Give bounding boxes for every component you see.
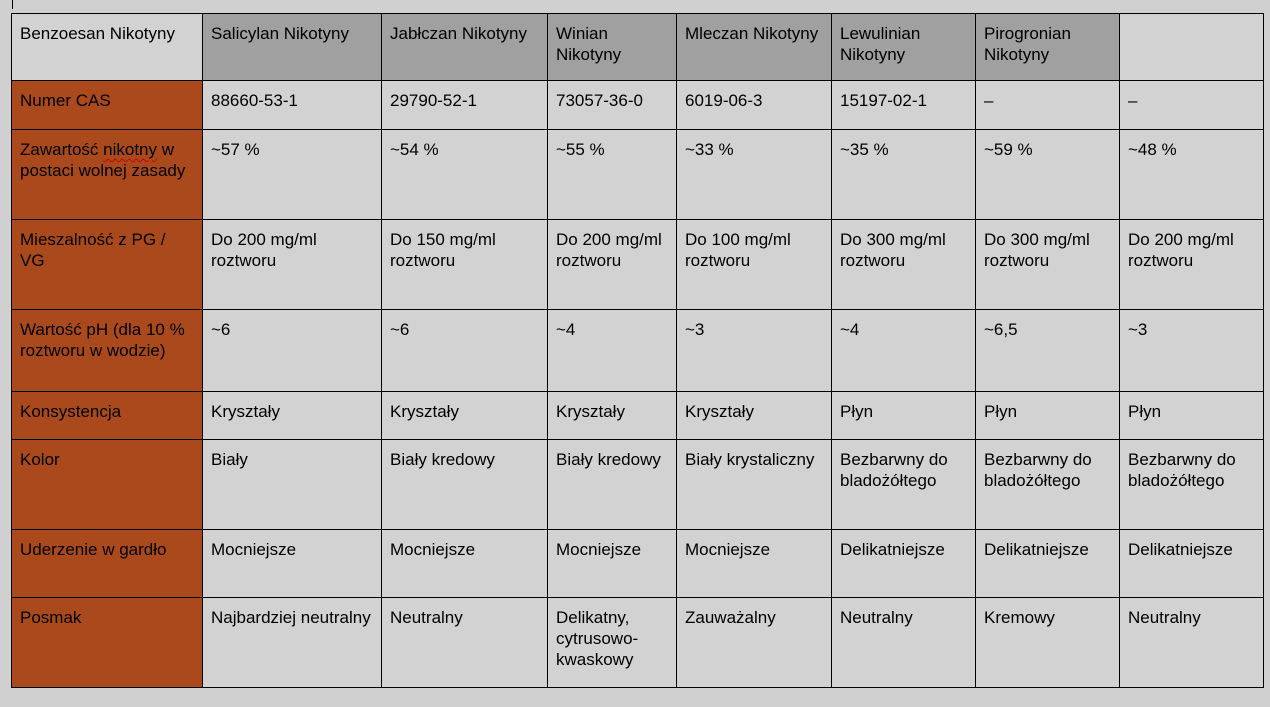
row-label-cell[interactable]: Uderzenie w gardło (12, 530, 203, 598)
table-cell[interactable]: Delikatny, cytrusowo-kwaskowy (548, 598, 677, 688)
table-cell[interactable]: Do 300 mg/ml roztworu (832, 220, 976, 310)
header-cell[interactable]: Benzoesan Nikotyny (12, 14, 203, 81)
header-cell[interactable]: Mleczan Nikotyny (677, 14, 832, 81)
table-row (12, 392, 1264, 440)
table-cell[interactable]: Do 200 mg/ml roztworu (548, 220, 677, 310)
table-cell[interactable]: ~57 % (203, 130, 382, 220)
misspelled-word: nikotny (103, 140, 158, 159)
table-cell[interactable]: Neutralny (832, 598, 976, 688)
table-cell[interactable]: Neutralny (382, 598, 548, 688)
table-cell[interactable]: Kremowy (976, 598, 1120, 688)
table-cell[interactable]: ~6 (203, 310, 382, 392)
row-label-cell[interactable]: Mieszalność z PG / VG (12, 220, 203, 310)
table-cell[interactable]: Do 150 mg/ml roztworu (382, 220, 548, 310)
table-cell[interactable]: Mocniejsze (203, 530, 382, 598)
table-row (12, 81, 1264, 130)
table-cell[interactable]: Bezbarwny do bladożółtego (1120, 440, 1264, 530)
table-cell[interactable]: ~3 (677, 310, 832, 392)
table-cell[interactable]: Do 100 mg/ml roztworu (677, 220, 832, 310)
text-cursor (12, 0, 13, 9)
table-cell[interactable]: 6019-06-3 (677, 81, 832, 130)
table-cell[interactable]: ~6 (382, 310, 548, 392)
table-cell[interactable]: Biały (203, 440, 382, 530)
table-cell[interactable]: Bezbarwny do bladożółtego (832, 440, 976, 530)
row-label-cell[interactable]: Wartość pH (dla 10 % roztworu w wodzie) (12, 310, 203, 392)
table-cell[interactable]: Delikatniejsze (1120, 530, 1264, 598)
table-cell[interactable]: Płyn (832, 392, 976, 440)
header-cell-empty[interactable] (1120, 14, 1264, 81)
table-row (12, 440, 1264, 530)
table-cell[interactable]: ~4 (832, 310, 976, 392)
header-cell[interactable]: Pirogronian Nikotyny (976, 14, 1120, 81)
table-cell[interactable]: ~4 (548, 310, 677, 392)
table-row (12, 598, 1264, 688)
header-cell[interactable]: Jabłczan Nikotyny (382, 14, 548, 81)
table-row (12, 310, 1264, 392)
table-cell[interactable]: Do 200 mg/ml roztworu (203, 220, 382, 310)
row-label-cell[interactable]: Kolor (12, 440, 203, 530)
row-label-cell[interactable]: Konsystencja (12, 392, 203, 440)
table-cell[interactable]: Do 300 mg/ml roztworu (976, 220, 1120, 310)
table-cell[interactable]: 88660-53-1 (203, 81, 382, 130)
header-cell[interactable]: Winian Nikotyny (548, 14, 677, 81)
row-label-text: w postaci wolnej zasady (20, 140, 186, 180)
row-label-text: Zawartość (20, 140, 104, 159)
table-cell[interactable]: ~55 % (548, 130, 677, 220)
table-cell[interactable]: Delikatniejsze (976, 530, 1120, 598)
table-cell[interactable]: 29790-52-1 (382, 81, 548, 130)
table-cell[interactable]: Kryształy (382, 392, 548, 440)
table-cell[interactable]: ~54 % (382, 130, 548, 220)
row-label-cell[interactable]: Posmak (12, 598, 203, 688)
table-cell[interactable]: Płyn (976, 392, 1120, 440)
table-cell[interactable]: Zauważalny (677, 598, 832, 688)
table-cell[interactable]: ~33 % (677, 130, 832, 220)
table-cell[interactable]: Płyn (1120, 392, 1264, 440)
table-cell[interactable]: Biały kredowy (382, 440, 548, 530)
table-cell[interactable]: ~59 % (976, 130, 1120, 220)
header-cell[interactable]: Lewulinian Nikotyny (832, 14, 976, 81)
row-label-cell[interactable] (12, 130, 203, 220)
table-row (12, 530, 1264, 598)
table-cell[interactable]: Kryształy (548, 392, 677, 440)
table-header-row (12, 14, 1264, 81)
table-cell[interactable]: Do 200 mg/ml roztworu (1120, 220, 1264, 310)
table-cell[interactable]: Delikatniejsze (832, 530, 976, 598)
table-cell[interactable]: Neutralny (1120, 598, 1264, 688)
table-cell[interactable]: Biały krystaliczny (677, 440, 832, 530)
table-cell[interactable]: Mocniejsze (548, 530, 677, 598)
table-cell[interactable]: Mocniejsze (382, 530, 548, 598)
table-row (12, 130, 1264, 220)
table-row (12, 220, 1264, 310)
table-cell[interactable]: 15197-02-1 (832, 81, 976, 130)
table-cell[interactable]: Biały kredowy (548, 440, 677, 530)
table-cell[interactable]: Najbardziej neutralny (203, 598, 382, 688)
table-cell[interactable]: ~6,5 (976, 310, 1120, 392)
table-cell[interactable]: – (976, 81, 1120, 130)
table-cell[interactable]: Kryształy (203, 392, 382, 440)
row-label-cell[interactable]: Numer CAS (12, 81, 203, 130)
header-cell[interactable]: Salicylan Nikotyny (203, 14, 382, 81)
table-cell[interactable]: ~35 % (832, 130, 976, 220)
table-cell[interactable]: 73057-36-0 (548, 81, 677, 130)
table-cell[interactable]: Bezbarwny do bladożółtego (976, 440, 1120, 530)
table-cell[interactable]: ~48 % (1120, 130, 1264, 220)
table-cell[interactable]: Mocniejsze (677, 530, 832, 598)
table-cell[interactable]: ~3 (1120, 310, 1264, 392)
comparison-table (11, 13, 1264, 688)
table-cell[interactable]: Kryształy (677, 392, 832, 440)
table-cell[interactable]: – (1120, 81, 1264, 130)
